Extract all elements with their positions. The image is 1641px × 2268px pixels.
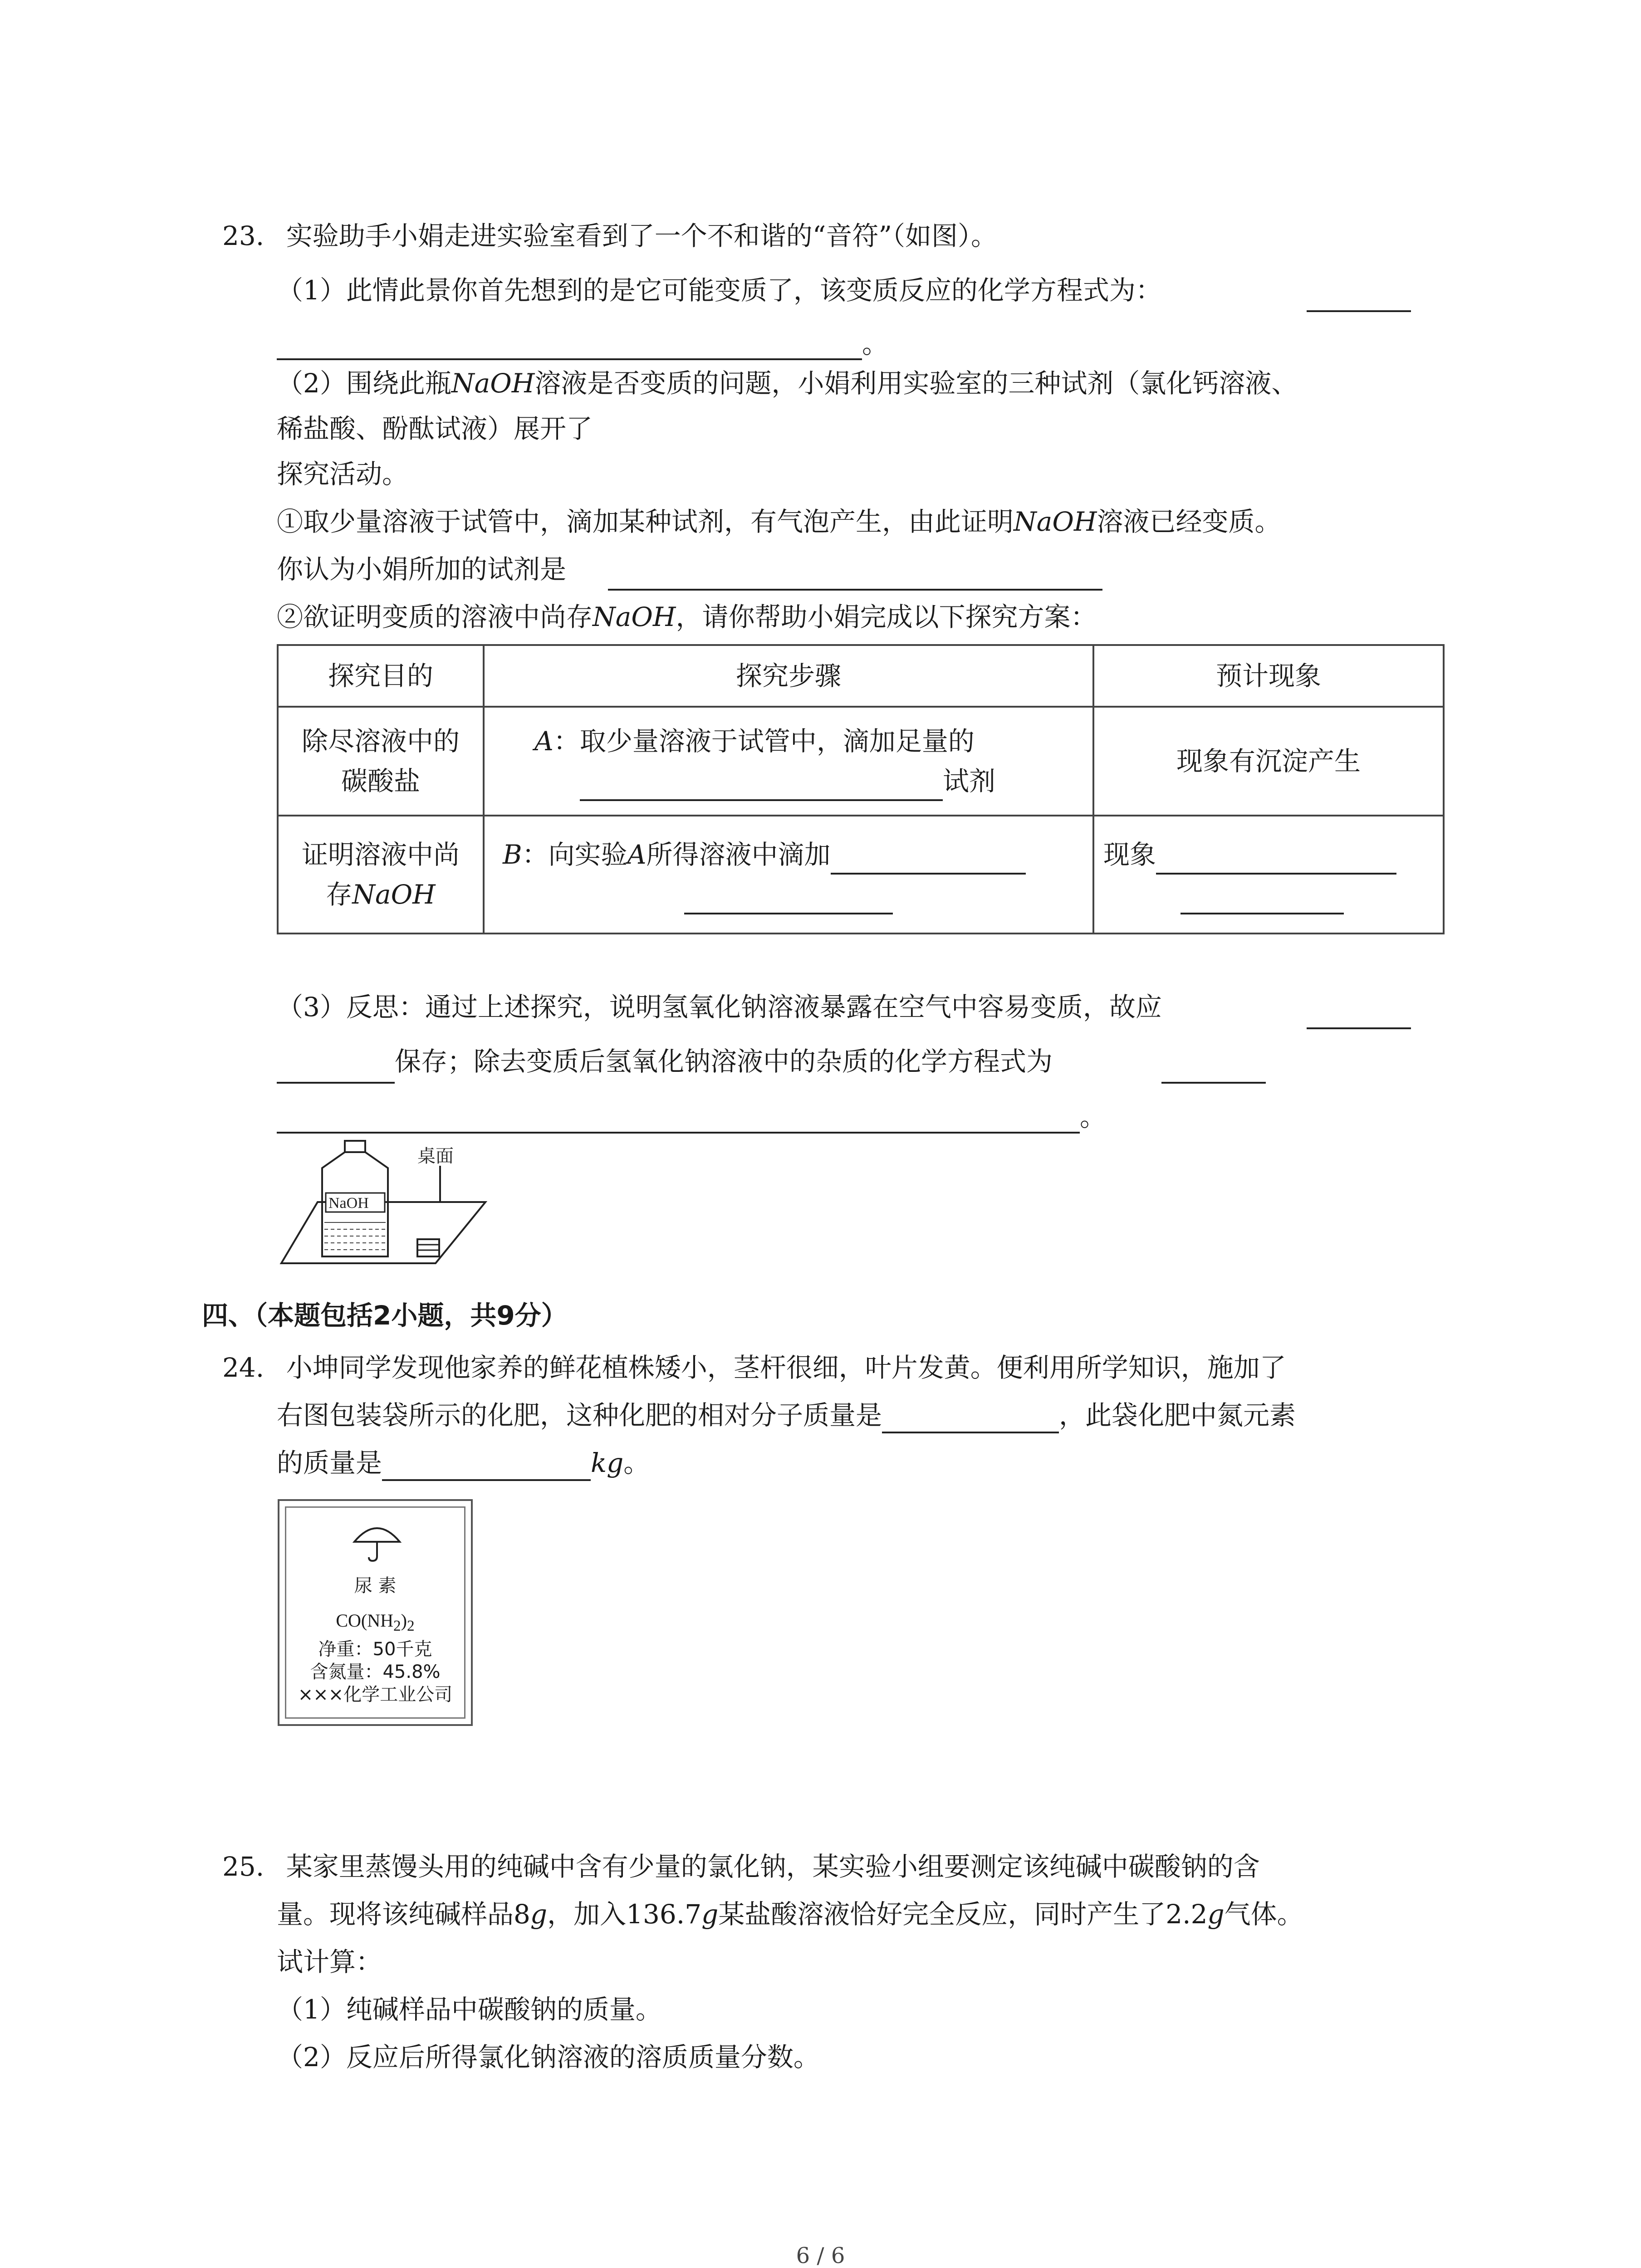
q23-stem-text: 实验助手小娟走进实验室看到了一个不和谐的“音符”（如图）。: [286, 220, 997, 251]
q23-part3-blank-c[interactable]: [1161, 1082, 1266, 1084]
q23-naoh: NaOH: [451, 368, 535, 399]
q23-part2-line1: [277, 365, 1298, 401]
q23-part3-blank-a[interactable]: [1307, 1027, 1411, 1029]
q23-part1-blank-a[interactable]: [1307, 310, 1411, 312]
q25-gas-mass: 2.2: [1166, 1899, 1208, 1930]
q23-part1-end: 。: [862, 328, 889, 359]
formula-main: CO(NH: [336, 1610, 393, 1631]
q23-part2-text-a: （2）围绕此瓶: [277, 368, 451, 399]
unit-g: g: [530, 1899, 548, 1930]
unit-g: g: [701, 1899, 719, 1930]
fertilizer-bag: [278, 1499, 473, 1726]
q24-unit: kg: [591, 1447, 624, 1478]
section-4-heading: 四、（本题包括2小题，共9分）: [202, 1300, 568, 1331]
q24-line3-text: 的质量是: [277, 1447, 382, 1478]
q24-end: 。: [623, 1447, 650, 1478]
bag-product-name: 尿 素: [354, 1575, 397, 1596]
table-row: [278, 816, 1444, 934]
step-a-reagent-blank[interactable]: [580, 772, 943, 801]
q24-line2-text-b: ，此袋化肥中氮元素: [1059, 1400, 1296, 1431]
q23-part1-text: （1）此情此景你首先想到的是它可能变质了，该变质反应的化学方程式为：: [277, 275, 1162, 306]
q23-part2-line3: 探究活动。: [277, 459, 409, 489]
q23-step2-text-b: ，请你帮助小娟完成以下探究方案：: [676, 601, 1097, 632]
naoh-bottle-figure: [272, 1134, 508, 1270]
q23-part3-blank-d[interactable]: [277, 1132, 1080, 1134]
q23-part3-line1: （3）反思：通过上述探究，说明氢氧化钠溶液暴露在空气中容易变质，故应: [277, 992, 1162, 1022]
result-2-label: 现象: [1103, 839, 1156, 870]
q23-reagent-blank[interactable]: [608, 589, 1102, 591]
q24-line1-text: 小坤同学发现他家养的鲜花植株矮小，茎杆很细，叶片发黄。便利用所学知识，施加了: [286, 1352, 1286, 1383]
formula-end: ): [401, 1610, 407, 1631]
q25-text-b: ，加入: [547, 1899, 627, 1930]
q25-line5: （2）反应后所得氯化钠溶液的溶质质量分数。: [277, 2042, 820, 2072]
result-2-blank-2[interactable]: [1181, 885, 1344, 914]
purpose-2-line1: 证明溶液中尚: [301, 839, 460, 870]
q23-part2-line2: 稀盐酸、酚酞试液）展开了: [277, 413, 593, 444]
table-header-row: [278, 645, 1444, 707]
table-cell-result-1: 现象有沉淀产生: [1093, 707, 1444, 816]
step-b-blank-1[interactable]: [831, 846, 1026, 875]
q23-part3-blank-b[interactable]: [277, 1082, 395, 1084]
result-2-blank-1[interactable]: [1156, 846, 1396, 875]
q23-step2: [277, 599, 1097, 635]
q25-line1-text: 某家里蒸馒头用的纯碱中含有少量的氯化钠，某实验小组要测定该纯碱中碳酸钠的含: [286, 1851, 1260, 1882]
formula-sub2: 2: [407, 1618, 415, 1634]
q25-sample-mass: 8: [514, 1899, 530, 1930]
q23-step2-text-a: ②欲证明变质的溶液中尚存: [277, 601, 593, 632]
q24-nitrogen-mass-blank[interactable]: [382, 1452, 591, 1481]
q23-number: 23.: [222, 220, 265, 251]
umbrella-icon: [352, 1519, 402, 1564]
q23-part1-blank-b[interactable]: [277, 358, 862, 360]
table-cell-step-a: [484, 707, 1093, 816]
bag-nitrogen-content: 含氮量：45.8%: [310, 1662, 441, 1682]
q23-step1-line1: [277, 503, 1281, 540]
q24-line2-text-a: 右图包装袋所示的化肥，这种化肥的相对分子质量是: [277, 1400, 882, 1431]
step-b-text-a: ：向实验: [522, 839, 627, 870]
step-b-label: B: [503, 839, 522, 870]
bag-net-weight: 净重：50千克: [318, 1639, 432, 1660]
q24-molar-mass-blank[interactable]: [882, 1404, 1059, 1433]
page-number: 6 / 6: [796, 2243, 845, 2268]
table-cell-purpose-1: [278, 707, 484, 816]
q24-line3: [277, 1445, 650, 1481]
bag-formula: [279, 1610, 471, 1635]
table-label: 桌面: [417, 1146, 454, 1167]
q23-stem: [222, 218, 997, 254]
step-a-text: ：取少量溶液于试管中，滴加足量的: [553, 726, 975, 757]
bottle-cap: [345, 1141, 365, 1152]
table-row: [278, 707, 1444, 816]
table-header-purpose: 探究目的: [278, 645, 484, 707]
q25-line2: [277, 1896, 1303, 1932]
q25-line3: 试计算：: [277, 1946, 382, 1977]
q25-line4: （1）纯碱样品中碳酸钠的质量。: [277, 1994, 662, 2025]
formula-sub: 2: [393, 1618, 401, 1634]
purpose-2-line2: 存: [326, 879, 353, 910]
q25-text-c: 某盐酸溶液恰好完全反应，同时产生了: [718, 1899, 1166, 1930]
unit-g: g: [1207, 1899, 1225, 1930]
q25-line1: [222, 1848, 1260, 1885]
q25-number: 25.: [222, 1851, 265, 1882]
q24-line1: [222, 1349, 1286, 1386]
q25-text-a: 量。现将该纯碱样品: [277, 1899, 514, 1930]
bottle-label: NaOH: [328, 1195, 369, 1212]
q25-text-d: 气体。: [1224, 1899, 1303, 1930]
table-cell-step-b: B：向实验A所得溶液中滴加: [484, 816, 1093, 934]
q23-step1-text-b: 溶液已经变质。: [1097, 506, 1281, 537]
bag-company: ×××化学工业公司: [298, 1684, 453, 1705]
q23-naoh: NaOH: [1014, 506, 1097, 537]
purpose-1-line2: 碳酸盐: [341, 766, 420, 797]
q23-part3-line2: 保存；除去变质后氢氧化钠溶液中的杂质的化学方程式为: [395, 1046, 1053, 1077]
stopper-on-table: [417, 1239, 439, 1256]
purpose-1-line1: 除尽溶液中的: [301, 726, 460, 757]
q23-part3-end: 。: [1080, 1101, 1107, 1132]
step-a-text-b: 试剂: [943, 766, 996, 797]
q23-part2-text-b: 溶液是否变质的问题，小娟利用实验室的三种试剂（氯化钙溶液、: [534, 368, 1298, 399]
q23-step1-text-a: ①取少量溶液于试管中，滴加某种试剂，有气泡产生，由此证明: [277, 506, 1014, 537]
experiment-table: [277, 644, 1445, 934]
table-header-steps: 探究步骤: [484, 645, 1093, 707]
q24-number: 24.: [222, 1352, 265, 1383]
q23-part1: [277, 272, 1162, 308]
step-b-blank-2[interactable]: [684, 885, 893, 914]
q23-naoh: NaOH: [352, 879, 436, 910]
table-cell-purpose-2: [278, 816, 484, 934]
q23-naoh: NaOH: [593, 601, 676, 632]
table-cell-result-2: [1093, 816, 1444, 934]
q23-step1-line2: 你认为小娟所加的试剂是: [277, 554, 567, 585]
liquid-hatching: [324, 1222, 386, 1250]
table-header-phenomenon: 预计现象: [1093, 645, 1444, 707]
q25-acid-mass: 136.7: [626, 1899, 702, 1930]
step-a-label: A: [534, 726, 554, 757]
q24-line2: [277, 1397, 1296, 1433]
step-b-text-b: 所得溶液中滴加: [646, 839, 831, 870]
